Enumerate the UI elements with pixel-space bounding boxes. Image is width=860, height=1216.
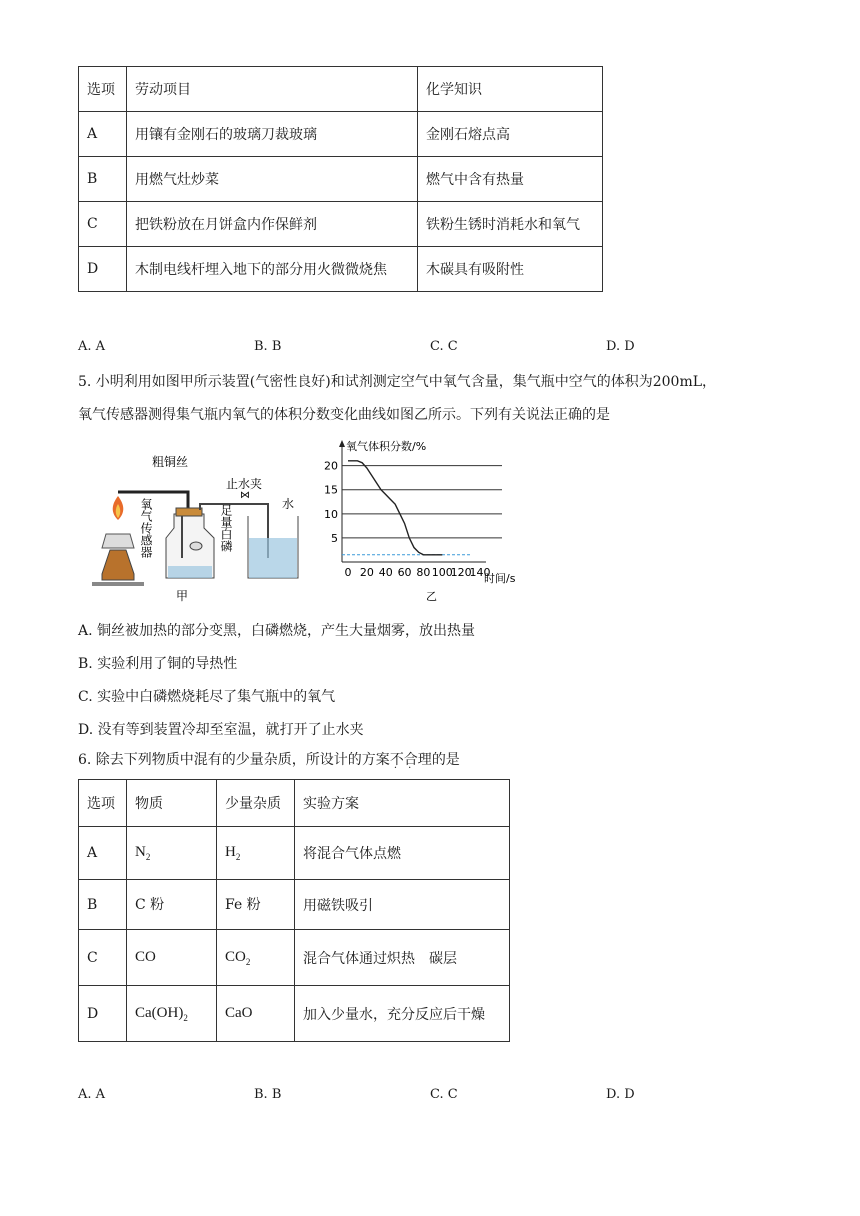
table-row	[79, 202, 603, 247]
substance-formula: N	[135, 844, 146, 860]
option-cell: C	[79, 930, 127, 986]
substance-cell	[127, 880, 217, 930]
table-row	[79, 827, 510, 880]
table-row	[79, 880, 510, 930]
q6-stem-pre: 6. 除去下列物质中混有的少量杂质，所设计的方案	[78, 752, 390, 768]
labor-knowledge-table	[78, 66, 603, 292]
impurity-removal-table	[78, 779, 510, 1042]
q6-stem-emphasis: 不合理 · ·	[390, 752, 432, 768]
option-c[interactable]: C. C	[430, 1087, 458, 1102]
labor-cell: 用镶有金刚石的玻璃刀裁玻璃	[127, 112, 418, 157]
labor-cell: 用燃气灶炒菜	[127, 157, 418, 202]
bottle-water	[168, 566, 212, 578]
labor-cell: 木制电线杆埋入地下的部分用火微微烧焦	[127, 247, 418, 292]
header-cell: 劳动项目	[127, 67, 418, 112]
oxygen-fraction-chart	[320, 436, 530, 606]
option-a[interactable]: A. A	[78, 1087, 106, 1102]
sensor-label: 氧气传感器	[139, 498, 153, 558]
substance-subscript: 2	[183, 1012, 188, 1023]
option-cell: D	[79, 247, 127, 292]
plan-cell: 将混合气体点燃	[295, 827, 510, 880]
q5-stem-line1: 5. 小明利用如图甲所示装置(气密性良好)和试剂测定空气中氧气含量，集气瓶中空气的体积为200mL，	[78, 374, 717, 390]
option-d[interactable]: D. D	[606, 339, 635, 354]
x-tick-label: 40	[378, 566, 393, 579]
header-cell: 选项	[79, 780, 127, 827]
table-header-row	[79, 67, 603, 112]
phosphorus-label: 足量白磷	[219, 504, 233, 552]
knowledge-cell: 金刚石熔点高	[418, 112, 603, 157]
substance-cell	[127, 930, 217, 986]
table-header-row	[79, 780, 510, 827]
figure-caption-yi: 乙	[426, 590, 437, 603]
q6-stem	[78, 749, 460, 769]
table-row	[79, 247, 603, 292]
table-row	[79, 986, 510, 1042]
q5-stem-line2: 氧气传感器测得集气瓶内氧气的体积分数变化曲线如图乙所示。下列有关说法正确的是	[78, 407, 610, 423]
clamp-label: 止水夹	[226, 477, 263, 491]
lamp-stand	[92, 582, 144, 586]
figure-caption-jia: 甲	[176, 589, 189, 603]
impurity-cell	[217, 986, 295, 1042]
x-tick-label: 80	[416, 566, 431, 579]
series-line	[348, 461, 442, 555]
x-tick-label: 0	[344, 566, 352, 579]
plan-cell: 用磁铁吸引	[295, 880, 510, 930]
impurity-cell	[217, 827, 295, 880]
water-label: 水	[282, 497, 295, 511]
phosphorus-spoon	[190, 542, 202, 550]
stopper	[176, 508, 202, 516]
impurity-cell	[217, 930, 295, 986]
choice-c[interactable]: C. 实验中白磷燃烧耗尽了集气瓶中的氧气	[78, 689, 336, 705]
table-row	[79, 112, 603, 157]
plan-cell: 加入少量水，充分反应后干燥	[295, 986, 510, 1042]
lamp-body	[102, 550, 134, 580]
header-cell: 物质	[127, 780, 217, 827]
header-cell: 实验方案	[295, 780, 510, 827]
impurity-formula: CO	[225, 948, 246, 965]
x-tick-label: 140	[469, 566, 491, 579]
impurity-formula: Fe 粉	[225, 896, 261, 913]
impurity-formula: H	[225, 844, 236, 860]
impurity-subscript: 2	[235, 852, 241, 862]
x-axis-label: 时间/s	[484, 572, 516, 585]
y-tick-label: 15	[324, 483, 338, 497]
option-cell: B	[79, 157, 127, 202]
impurity-cell	[217, 880, 295, 930]
substance-formula: CO	[135, 948, 156, 965]
substance-cell	[127, 986, 217, 1042]
substance-formula: Ca(OH)	[135, 1004, 184, 1021]
header-cell: 化学知识	[418, 67, 603, 112]
y-tick-label: 20	[324, 459, 338, 473]
x-tick-label: 60	[397, 566, 412, 579]
option-c[interactable]: C. C	[430, 339, 458, 354]
y-tick-label: 5	[331, 531, 338, 545]
y-axis-label: 氧气体积分数/%	[346, 440, 427, 453]
choice-d[interactable]: D. 没有等到装置冷却至室温，就打开了止水夹	[78, 722, 364, 738]
option-b[interactable]: B. B	[254, 339, 282, 354]
option-cell: B	[79, 880, 127, 930]
option-a[interactable]: A. A	[78, 339, 106, 354]
lamp-mesh	[102, 534, 134, 548]
x-tick-label: 20	[359, 566, 374, 579]
choice-b[interactable]: B. 实验利用了铜的导热性	[78, 656, 238, 672]
substance-cell	[127, 827, 217, 880]
table-row	[79, 157, 603, 202]
copper-wire-label: 粗铜丝	[152, 455, 189, 469]
knowledge-cell: 木碳具有吸附性	[418, 247, 603, 292]
y-tick-label: 10	[324, 507, 338, 521]
option-cell: A	[79, 112, 127, 157]
y-axis-arrow	[339, 440, 345, 447]
option-d[interactable]: D. D	[606, 1087, 635, 1102]
header-cell: 选项	[79, 67, 127, 112]
beaker-water	[249, 538, 297, 578]
x-tick-label: 120	[450, 566, 472, 579]
clamp-icon: ⋈	[240, 490, 250, 501]
x-tick-label: 100	[431, 566, 453, 579]
apparatus-diagram	[88, 448, 320, 608]
table-row	[79, 930, 510, 986]
plan-cell: 混合气体通过炽热 碳层	[295, 930, 510, 986]
header-cell: 少量杂质	[217, 780, 295, 827]
option-b[interactable]: B. B	[254, 1087, 282, 1102]
option-cell: D	[79, 986, 127, 1042]
substance-subscript: 2	[145, 852, 151, 862]
knowledge-cell: 燃气中含有热量	[418, 157, 603, 202]
substance-formula: C 粉	[135, 896, 165, 913]
labor-cell: 把铁粉放在月饼盒内作保鲜剂	[127, 202, 418, 247]
knowledge-cell: 铁粉生锈时消耗水和氧气	[418, 202, 603, 247]
impurity-subscript: 2	[245, 956, 251, 967]
option-cell: A	[79, 827, 127, 880]
impurity-formula: CaO	[225, 1004, 253, 1021]
option-cell: C	[79, 202, 127, 247]
choice-a[interactable]: A. 铜丝被加热的部分变黑，白磷燃烧，产生大量烟雾，放出热量	[78, 623, 476, 639]
q6-stem-post: 的是	[431, 752, 460, 768]
